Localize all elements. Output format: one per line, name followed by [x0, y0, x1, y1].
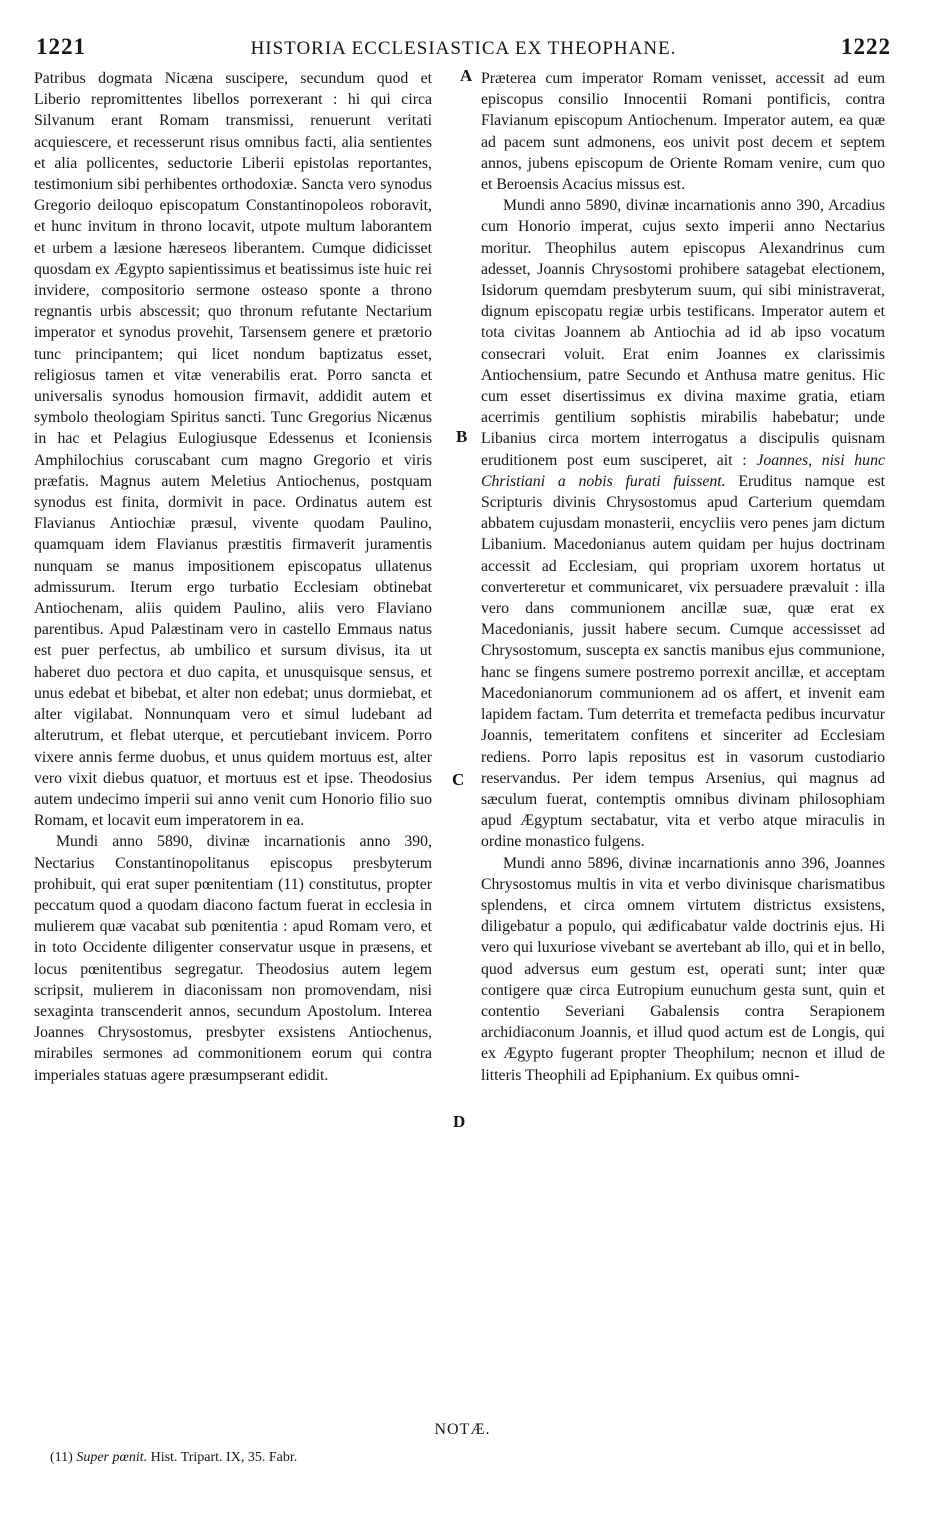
section-marker-b: B: [456, 427, 468, 446]
libanius-quote: Joannes, nisi hunc Christiani a nobis furati fuissent.: [481, 451, 885, 490]
section-marker-d: D: [453, 1112, 466, 1131]
right-column: [481, 68, 885, 1086]
left-column: [34, 68, 432, 1086]
left-paragraph-1: Patribus dogmata Nicæna suscipere, secundum quod et Liberio repromittentes libellos porrexerant : hi qui circa Silvanum erant Romam transmissi, renuerunt veritati acquiescere, et recesserunt risus omnibus facti, alia sentientes et alia pollicentes, seductorie Liberii epistolas reportantes, testimonium sibi perhibentes orthodoxiæ. Sancta vero synodus Gregorio deiloquo episcopatum Constantinopoleos roboravit, et hunc invitum in throno locavit, utpote multum laborantem et urbem a læsione hæreseos liberantem. Cumque didicisset quosdam ex Ægypto sapientissimus et beatissimus iste huic rei invidere, compositorio sermone osteaso sponte a throno regnantis urbis abscessit; quo thronum refutante Nectarium imperator et synodus provehit, Tarsensem genere et prætorio tunc principantem; qui licet nondum baptizatus esset, religiosus tamen et vitæ venerabilis erat. Porro sancta et universalis synodus homousion firmavit, addidit autem et symbolo theologiam Spiritus sancti. Tunc Gregorius Nicænus in hac et Pelagius Eulogiusque Edessenus et Iconiensis Amphilochius coruscabant cum magno Gregorio et viris præfatis. Magnus autem Meletius Antiochenus, postquam synodus est finita, dormivit in pace. Ordinatus autem est Flavianus Antiochiæ præsul, vivente quodam Paulino, quamquam idem Flavianus præstitis firmaverit juramentis nunquam se manus impositionem episcopatus ullatenus admissurum. Iterum ergo turbatio Ecclesiam obtinebat Antiochenam, aliis quidem Paulino, aliis vero Flaviano parentibus. Apud Palæstinam vero in castello Emmaus natus est puer perfectus, ab umbilico et sursum divisus, ita ut haberet duo pectora et duo capita, et unusquisque sensus, et unus edebat et bibebat, et alter non edebat; unus dormiebat, et alter vigilabat. Nonnunquam vero et simul ludebant ad alterutrum, et flebat uterque, et percutiebant invicem. Porro vixere annis ferme duobus, et unus quidem mortuus est, alter vero vixit diebus quatuor, et mortuus est et ipse. Theodosius autem undecimo imperii sui anno venit cum Honorio filio suo Romam, et locavit eum imperatorem in ea.: [34, 70, 432, 830]
footnote-lemma: Super pœnit.: [76, 1450, 148, 1465]
right-paragraph-2-rest: Eruditus namque est Scripturis divinis Chrysostomus apud Carterium quemdam abbatem cujusdam monasterii, encycliis vero penes jam dictum Libanium. Macedonianus autem quidam per hujus doctrinam accessit ad Ecclesiam, qui propriam uxorem hortatus ut converteretur et communicaret, vix persuadere prævaluit : illa vero dans communionem ancillæ suæ, quæ erat ex Macedonianis, jussit habere secum. Cumque accessisset ad Chrysostomum, suscepta ex sanctis manibus ejus communione, hanc se fingens sumere postremo porrexit ancillæ, et acceptam Macedonianorum communionem ad os affert, et invenit eam lapidem factam. Tum deterrita et tremefacta pedibus incurvatur Joannis, temeritatem confitens et sinceriter ad Ecclesiam rediens. Porro lapis repositus est in vasorum custodiario reservandus. Per idem tempus Arsenius, qui magnus ad sæculum fuerat, contemptis omnibus divinam philosophiam apud Ægyptum sectabatur, vita et verbo atque miraculis in ordine monastico fulgens.: [481, 472, 886, 851]
section-marker-a: A: [460, 66, 473, 85]
right-paragraph-2: [481, 195, 885, 852]
page-header: [36, 34, 891, 62]
right-paragraph-2-text: Mundi anno 5890, divinæ incarnationis anno 390, Arcadius cum Honorio imperat, cujus sexto imperii anno Nectarius moritur. Theophilus autem episcopus Alexandrinus cum adesset, Joannis Chrysostomi prohibere satagebat electionem, Isidorum quemdam presbyterum suum, qui sibi ministraverat, dignum episcopatu regiæ urbis testificans. Imperator autem et tota civitas Joannem ab Antiochia ad id ab ipso vocatum consecrari voluit. Erat enim Joannes ex clarissimis Antiochensium, patre Secundo et Anthusa matre genitus. Hic cum esset disertissimus ex divina maxime gratia, etiam acerrimis gentilium sophistis mirabilis habebatur; unde Libanius circa mortem interrogatus a discipulis quisnam eruditionem post eum susciperet, ait :: [481, 197, 885, 469]
right-paragraph-3: Mundi anno 5896, divinæ incarnationis anno 396, Joannes Chrysostomus multis in vita et verbo divinisque charismatibus splendens, et circa omnem virtutem districtus exsistens, diligebatur a populo, qui ædificabatur valde doctrinis ejus. Hi vero qui luxuriose vivebant se avertebant ab illo, qui et in bello, quod adversus eum gestum est, operati sunt; inter quæ contigere quæ circa Eutropium eunuchum gesta sunt, quin et contentio Severiani Gabalensis contra Serapionem archidiaconum Joannis, et illud quod actum est de Longis, qui ex Ægypto fugerant propter Theophilum; necnon et illud de litteris Theophili ad Epiphanium. Ex quibus omni-: [481, 854, 885, 1084]
section-marker-c: C: [452, 770, 465, 789]
footnote-text: Hist. Tripart. IX, 35. Fabr.: [150, 1450, 298, 1465]
notes-heading: NOTÆ.: [434, 1421, 491, 1438]
footnote-number: (11): [50, 1450, 73, 1465]
footnote-11: [50, 1450, 297, 1466]
left-page-number: 1221: [36, 34, 86, 59]
left-paragraph-2: Mundi anno 5890, divinæ incarnationis anno 390, Nectarius Constantinopolitanus episcopus presbyterum prohibuit, qui erat super pœnitentiam (11) constitutus, propter peccatum quod a quodam diacono factum fuerat in ecclesia in mulierem quæ vacabat sub pœnitentia : apud Romam vero, et in toto Occidente diligenter conservatur usque in præsens, et locus pœnitentibus segregatur. Theodosius autem legem scripsit, mulierem in diaconissam non promovendam, nisi sexaginta transcenderit annos, secundum Apostolum. Interea Joannes Chrysostomus, presbyter exsistens Antiochenus, mirabiles sermones ad commonitionem eorum qui contra imperiales statuas agere præsumpserant edidit.: [34, 833, 432, 1084]
right-paragraph-1: Præterea cum imperator Romam venisset, accessit ad eum episcopus consilio Innocentii Romani pontificis, contra Flavianum episcopum Antiochenum. Imperator autem, ea quæ ad pacem sunt admonens, eos univit post decem et septem annos, jubens episcopum de Oriente Romam venire, cum quo et Beroensis Acacius missus est.: [481, 70, 885, 194]
right-page-number: 1222: [841, 34, 891, 59]
running-title: HISTORIA ECCLESIASTICA EX THEOPHANE.: [250, 38, 677, 59]
